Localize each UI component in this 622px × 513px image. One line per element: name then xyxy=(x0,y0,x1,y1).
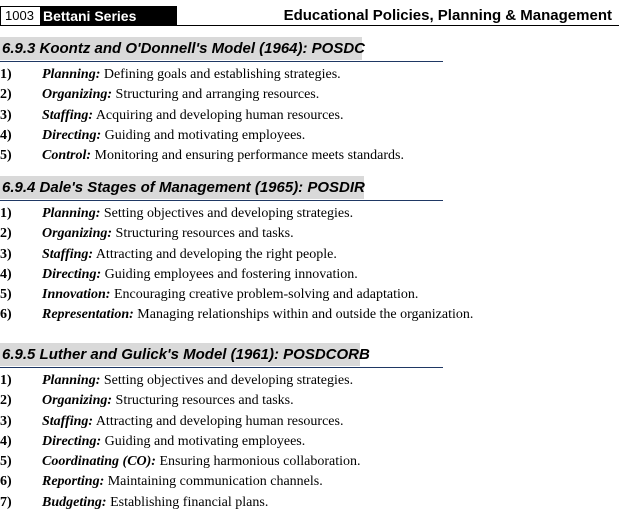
item-term: Directing: xyxy=(42,127,102,143)
list-item xyxy=(0,224,622,244)
item-term: Planning: xyxy=(42,206,101,221)
list-item xyxy=(0,65,622,85)
item-number: 1) xyxy=(0,373,12,388)
item-number: 2) xyxy=(0,393,12,409)
list-item xyxy=(0,452,622,472)
item-term: Staffing: xyxy=(42,413,94,429)
item-term: Organizing: xyxy=(42,393,113,409)
item-term: Staffing: xyxy=(42,246,94,262)
item-term: Staffing: xyxy=(42,107,94,123)
list-item xyxy=(0,126,622,146)
section-title: 6.9.5 Luther and Gulick's Model (1961): POSDCORB xyxy=(2,346,370,363)
section-posdc xyxy=(0,37,622,166)
section-list xyxy=(0,65,622,166)
list-item xyxy=(0,472,622,492)
item-number: 3) xyxy=(0,413,12,429)
item-description: Guiding and motivating employees. xyxy=(101,433,306,449)
section-posdcorb xyxy=(0,343,622,513)
section-posdir xyxy=(0,176,622,326)
item-description: Structuring resources and tasks. xyxy=(112,393,294,409)
section-rule xyxy=(0,367,443,368)
section-title: 6.9.4 Dale's Stages of Management (1965): POSDIR xyxy=(2,179,365,196)
item-term: Coordinating (CO): xyxy=(42,454,156,470)
item-description: Guiding employees and fostering innovation. xyxy=(101,266,358,282)
item-description: Attracting and developing human resources. xyxy=(93,413,344,429)
item-term: Organizing: xyxy=(42,226,113,242)
item-number: 1) xyxy=(0,206,12,221)
item-description: Managing relationships within and outside the organization. xyxy=(133,307,474,323)
list-item xyxy=(0,204,622,224)
item-number: 1) xyxy=(0,67,12,82)
item-term: Representation: xyxy=(42,307,134,323)
item-number: 5) xyxy=(0,287,12,303)
header-rule xyxy=(177,25,619,26)
item-term: Planning: xyxy=(42,67,101,82)
item-number: 4) xyxy=(0,433,12,449)
list-item xyxy=(0,493,622,513)
list-item xyxy=(0,85,622,105)
item-term: Budgeting: xyxy=(42,494,107,510)
list-item xyxy=(0,412,622,432)
item-description: Acquiring and developing human resources. xyxy=(93,107,344,123)
page-header xyxy=(0,6,622,26)
item-number: 4) xyxy=(0,127,12,143)
list-item xyxy=(0,146,622,166)
section-list xyxy=(0,371,622,513)
list-item xyxy=(0,106,622,126)
item-number: 7) xyxy=(0,494,12,510)
item-term: Reporting: xyxy=(42,474,105,490)
item-number: 3) xyxy=(0,246,12,262)
item-description: Setting objectives and developing strategies. xyxy=(100,373,354,388)
item-number: 5) xyxy=(0,454,12,470)
item-term: Organizing: xyxy=(42,87,113,103)
item-number: 6) xyxy=(0,474,12,490)
item-number: 3) xyxy=(0,107,12,123)
item-description: Setting objectives and developing strategies. xyxy=(100,206,354,221)
item-description: Structuring and arranging resources. xyxy=(112,87,320,103)
list-item xyxy=(0,265,622,285)
item-number: 5) xyxy=(0,148,12,164)
section-rule xyxy=(0,200,443,201)
book-title: Educational Policies, Planning & Management xyxy=(283,7,612,24)
section-heading xyxy=(0,176,622,200)
item-description: Establishing financial plans. xyxy=(106,494,269,510)
list-item xyxy=(0,305,622,325)
item-number: 2) xyxy=(0,226,12,242)
item-number: 4) xyxy=(0,266,12,282)
item-description: Attracting and developing the right people. xyxy=(93,246,337,262)
item-description: Monitoring and ensuring performance meets standards. xyxy=(91,148,404,164)
item-description: Ensuring harmonious collaboration. xyxy=(155,454,361,470)
list-item xyxy=(0,371,622,391)
item-number: 2) xyxy=(0,87,12,103)
item-number: 6) xyxy=(0,307,12,323)
item-term: Planning: xyxy=(42,373,101,388)
section-title: 6.9.3 Koontz and O'Donnell's Model (1964): POSDC xyxy=(2,40,366,57)
item-term: Control: xyxy=(42,148,92,164)
item-description: Structuring resources and tasks. xyxy=(112,226,294,242)
list-item xyxy=(0,285,622,305)
series-label: Bettani Series xyxy=(40,6,177,26)
item-description: Guiding and motivating employees. xyxy=(101,127,306,143)
item-term: Innovation: xyxy=(42,287,111,303)
section-list xyxy=(0,204,622,326)
item-term: Directing: xyxy=(42,266,102,282)
item-term: Directing: xyxy=(42,433,102,449)
section-rule xyxy=(0,61,443,62)
list-item xyxy=(0,245,622,265)
list-item xyxy=(0,432,622,452)
section-heading xyxy=(0,343,622,367)
page-number: 1003 xyxy=(0,6,40,26)
list-item xyxy=(0,391,622,411)
item-description: Maintaining communication channels. xyxy=(104,474,323,490)
section-heading xyxy=(0,37,622,61)
item-description: Encouraging creative problem-solving and adaptation. xyxy=(110,287,419,303)
item-description: Defining goals and establishing strategies. xyxy=(100,67,341,82)
